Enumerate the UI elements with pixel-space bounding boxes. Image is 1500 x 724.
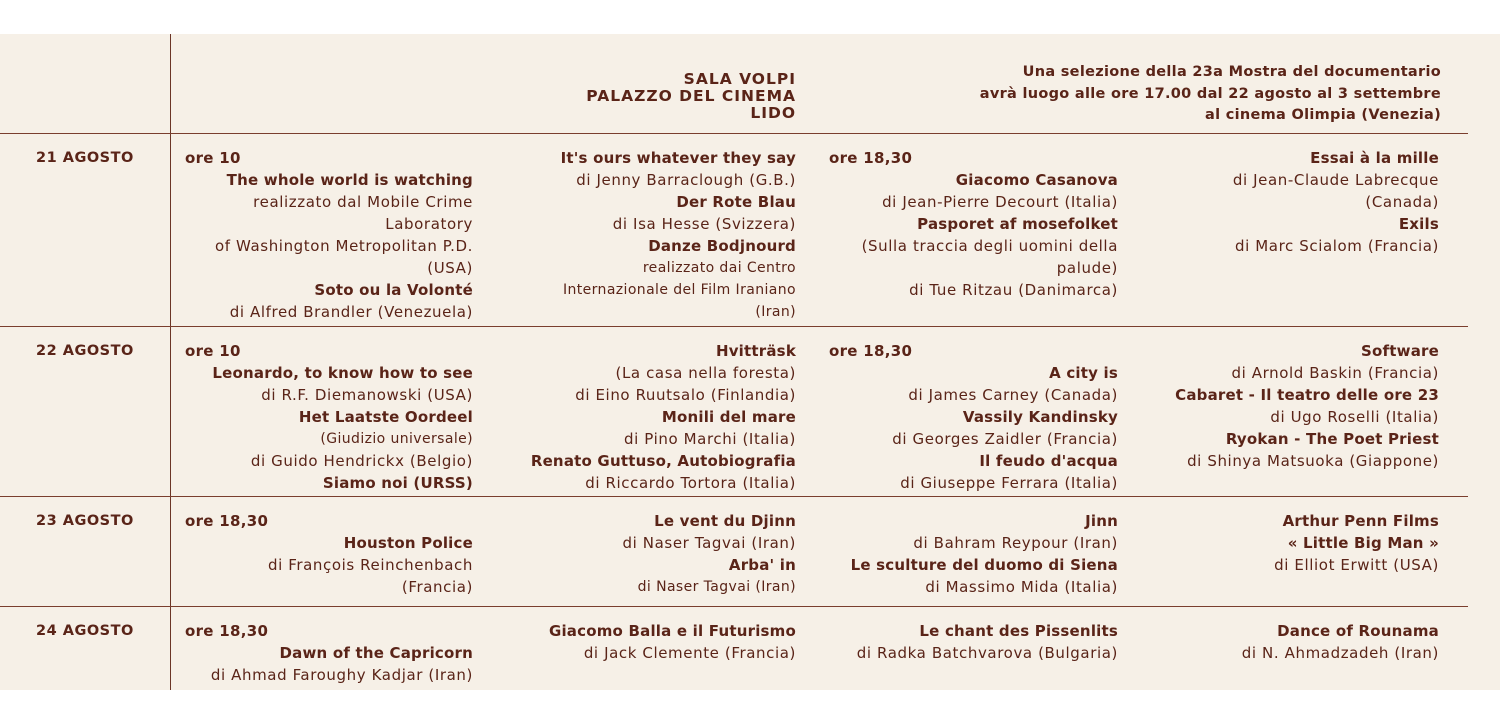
program-column [185,620,473,686]
screening-time: ore 18,30 [829,149,913,167]
film-title: It's ours whatever they say [560,149,796,167]
notice-line: al cinema Olimpia (Venezia) [1205,107,1441,123]
program-column [829,340,1118,494]
film-title: Der Rote Blau [676,193,796,211]
film-title: Il feudo d'acqua [979,452,1118,470]
film-credit: Laboratory [385,215,473,233]
film-credit: di R.F. Diemanowski (USA) [261,386,473,404]
film-title: Exils [1398,215,1439,233]
film-title: Houston Police [343,534,473,552]
film-credit: (Giudizio universale) [320,431,473,447]
film-credit: of Washington Metropolitan P.D. [215,237,473,255]
film-credit: di Naser Tagvai (Iran) [622,534,796,552]
film-title: Giacomo Balla e il Futurismo [548,622,796,640]
film-credit: di Pino Marchi (Italia) [624,430,796,448]
program-column [185,147,473,323]
day-date: 24 AGOSTO [36,623,134,639]
day-row-22-agosto [0,327,1500,496]
film-credit: di Giuseppe Ferrara (Italia) [900,474,1118,492]
film-credit: di Shinya Matsuoka (Giappone) [1187,452,1439,470]
film-title: Monili del mare [661,408,796,426]
film-title: Arba' in [728,556,796,574]
day-date: 21 AGOSTO [36,150,134,166]
film-title: Arthur Penn Films [1282,512,1439,530]
day-date: 22 AGOSTO [36,343,134,359]
film-title: Het Laatste Oordeel [298,408,473,426]
film-title: Giacomo Casanova [955,171,1118,189]
film-title: « Little Big Man » [1287,534,1439,552]
film-title: Cabaret - Il teatro delle ore 23 [1175,386,1439,404]
program-column [185,510,473,598]
program-column [1140,340,1439,472]
program-column [1140,620,1439,664]
film-credit: di Ahmad Faroughy Kadjar (Iran) [210,666,473,684]
film-title: Danze Bodjnourd [648,237,796,255]
film-credit: di Alfred Brandler (Venezuela) [229,303,473,321]
film-title: Vassily Kandinsky [962,408,1118,426]
notice-block [841,62,1441,127]
film-credit: palude) [1056,259,1118,277]
film-title: Dawn of the Capricorn [279,644,473,662]
film-credit: (Canada) [1365,193,1439,211]
film-title: The whole world is watching [226,171,473,189]
film-credit: di Massimo Mida (Italia) [925,578,1118,596]
program-column [1140,510,1439,576]
screening-time: ore 10 [185,149,241,167]
program-column [520,340,796,494]
film-credit: di Georges Zaidler (Francia) [892,430,1118,448]
film-title: Essai à la mille [1310,149,1439,167]
film-title: Ryokan - The Poet Priest [1225,430,1439,448]
film-title: A city is [1049,364,1118,382]
film-credit: di Bahram Reypour (Iran) [913,534,1118,552]
film-title: Soto ou la Volonté [314,281,473,299]
notice-line: Una selezione della 23a Mostra del documentario [1022,64,1441,80]
program-column [829,510,1118,598]
day-row-21-agosto [0,134,1500,326]
film-title: Renato Guttuso, Autobiografia [530,452,796,470]
screening-time: ore 18,30 [829,342,913,360]
film-title: Hvitträsk [715,342,796,360]
film-credit: di Marc Scialom (Francia) [1234,237,1439,255]
film-credit: di Isa Hesse (Svizzera) [612,215,796,233]
venue-line: LIDO [750,104,796,122]
film-credit: di Guido Hendrickx (Belgio) [250,452,473,470]
film-credit: di James Carney (Canada) [908,386,1118,404]
film-credit: di Jack Clemente (Francia) [583,644,796,662]
film-credit: di Jean-Pierre Decourt (Italia) [882,193,1118,211]
film-credit: di Radka Batchvarova (Bulgaria) [856,644,1118,662]
notice-line: avrà luogo alle ore 17.00 dal 22 agosto al 3 settembre [979,85,1441,102]
film-credit: di François Reinchenbach [267,556,473,574]
film-credit: di Jean-Claude Labrecque [1232,171,1439,189]
program-column [185,340,473,494]
film-title: Le vent du Djinn [654,512,796,530]
film-credit: di Naser Tagvai (Iran) [637,579,796,595]
film-credit: di Ugo Roselli (Italia) [1270,408,1439,426]
film-credit: di Jenny Barraclough (G.B.) [576,171,796,189]
film-credit: Internazionale del Film Iraniano [562,282,796,298]
film-credit: di N. Ahmadzadeh (Iran) [1241,644,1439,662]
film-credit: di Arnold Baskin (Francia) [1231,364,1439,382]
program-sheet [0,34,1500,690]
film-credit: (Francia) [401,578,473,596]
film-title: Dance of Rounama [1277,622,1439,640]
program-column [829,147,1118,301]
film-credit: (USA) [427,259,473,277]
program-column [520,147,796,323]
day-row-24-agosto [0,607,1500,690]
screening-time: ore 18,30 [185,622,269,640]
film-title: Siamo noi (URSS) [322,474,473,492]
venue-line: SALA VOLPI [683,70,796,88]
film-credit: realizzato dal Mobile Crime [253,193,473,211]
film-credit: di Elliot Erwitt (USA) [1274,556,1439,574]
program-header [0,34,1500,134]
film-title: Software [1361,342,1439,360]
film-credit: (Iran) [755,304,796,320]
day-row-23-agosto [0,497,1500,606]
film-title: Le sculture del duomo di Siena [850,556,1118,574]
program-column [520,620,796,664]
screening-time: ore 10 [185,342,241,360]
venue-line: PALAZZO DEL CINEMA [586,87,796,105]
film-title: Jinn [1085,512,1118,530]
film-credit: di Eino Ruutsalo (Finlandia) [575,386,796,404]
film-credit: di Riccardo Tortora (Italia) [585,474,796,492]
program-column [1140,147,1439,257]
program-column [829,620,1118,664]
film-credit: realizzato dai Centro [642,260,796,276]
film-title: Pasporet af mosefolket [917,215,1118,233]
program-column [520,510,796,598]
film-title: Leonardo, to know how to see [212,364,473,382]
film-credit: (La casa nella foresta) [615,364,796,382]
venue-block [376,71,796,122]
film-credit: (Sulla traccia degli uomini della [861,237,1118,255]
film-title: Le chant des Pissenlits [919,622,1118,640]
film-credit: di Tue Ritzau (Danimarca) [909,281,1118,299]
screening-time: ore 18,30 [185,512,269,530]
day-date: 23 AGOSTO [36,513,134,529]
